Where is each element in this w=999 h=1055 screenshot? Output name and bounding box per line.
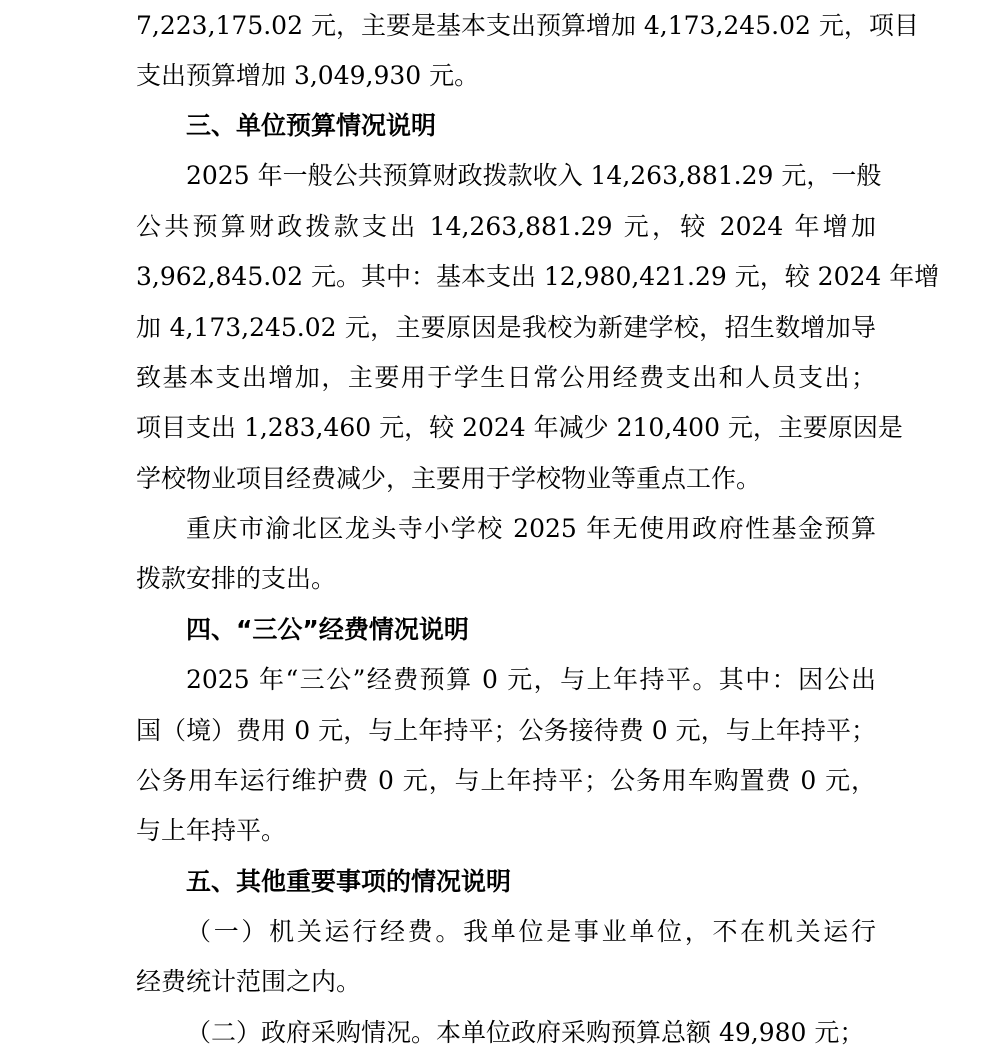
paragraph-line: 国（境）费用 0 元，与上年持平；公务接待费 0 元，与上年持平；: [136, 716, 876, 745]
paragraph-line: 支出预算增加 3,049,930 元。: [136, 61, 480, 90]
paragraph-line: 加 4,173,245.02 元，主要原因是我校为新建学校，招生数增加导: [136, 313, 876, 342]
paragraph-line: 拨款安排的支出。: [136, 564, 337, 593]
section-heading-three-public: 四、“三公”经费情况说明: [186, 615, 469, 644]
section-heading-other-matters: 五、其他重要事项的情况说明: [186, 867, 512, 896]
paragraph-line: 2025 年一般公共预算财政拨款收入 14,263,881.29 元，一般: [186, 161, 882, 190]
paragraph-line: 7,223,175.02 元，主要是基本支出预算增加 4,173,245.02 元，项目: [136, 11, 919, 40]
paragraph-line: 项目支出 1,283,460 元，较 2024 年减少 210,400 元，主要原因是: [136, 413, 903, 442]
paragraph-line: 经费统计范围之内。: [136, 967, 362, 996]
paragraph-line: 致基本支出增加，主要用于学生日常公用经费支出和人员支出；: [136, 363, 876, 392]
paragraph-line: 公共预算财政拨款支出 14,263,881.29 元，较 2024 年增加: [136, 212, 876, 241]
paragraph-line: 2025 年“三公”经费预算 0 元，与上年持平。其中：因公出: [186, 665, 876, 694]
paragraph-line: （一）机关运行经费。我单位是事业单位，不在机关运行: [186, 917, 876, 946]
paragraph-line: （二）政府采购情况。本单位政府采购预算总额 49,980 元；: [186, 1018, 865, 1047]
paragraph-line: 公务用车运行维护费 0 元，与上年持平；公务用车购置费 0 元，: [136, 766, 876, 795]
section-heading-unit-budget: 三、单位预算情况说明: [186, 111, 437, 140]
paragraph-line: 重庆市渝北区龙头寺小学校 2025 年无使用政府性基金预算: [186, 514, 876, 543]
paragraph-line: 学校物业项目经费减少，主要用于学校物业等重点工作。: [136, 464, 762, 493]
paragraph-line: 与上年持平。: [136, 816, 287, 845]
paragraph-line: 3,962,845.02 元。其中：基本支出 12,980,421.29 元，较 2024 年增: [136, 262, 940, 291]
